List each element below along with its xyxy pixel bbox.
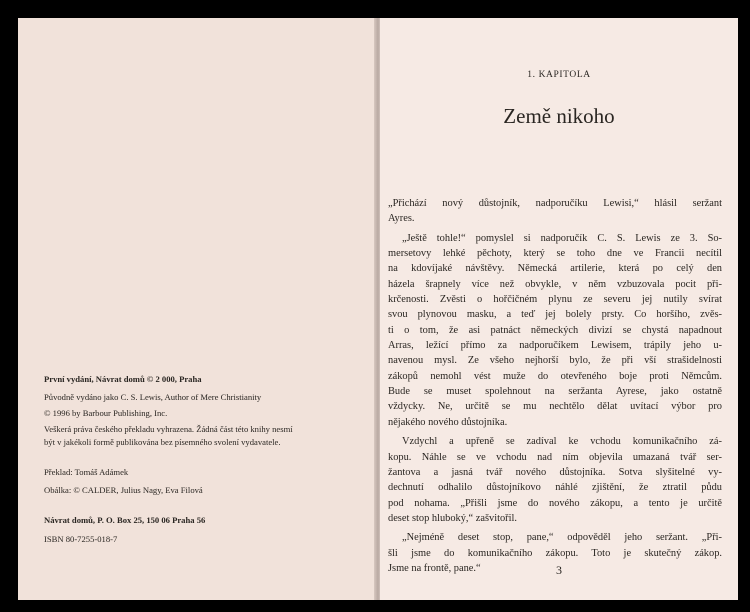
page-number: 3 — [556, 563, 562, 577]
body-paragraph — [388, 434, 722, 526]
body-paragraph — [388, 231, 722, 430]
imprint-line: Obálka: © CALDER, Julius Nagy, Eva Filová — [44, 485, 203, 495]
body-line: Arras, ležící přímo za nadporučíkem Lewisem, trápily jeho u- — [388, 340, 722, 352]
body-line: házela šrapnely více než obvykle, v něm vzbuzovala pocit při- — [388, 278, 722, 290]
body-line: Vzdychl a upřeně se zadíval ke vchodu komunikačního zá- — [402, 436, 722, 448]
chapter-body-text — [388, 196, 722, 580]
left-page — [18, 18, 377, 600]
imprint-line: Původně vydáno jako C. S. Lewis, Author of Mere Christianity — [44, 392, 262, 402]
body-line: krčenosti. Zvěsti o hořčičném plynu ze severu jej nutily svírat — [388, 294, 722, 306]
body-paragraph — [388, 196, 722, 227]
imprint-line: První vydání, Návrat domů © 2 000, Praha — [44, 374, 202, 384]
body-line: deset stop hluboký,“ zašvitořil. — [388, 512, 517, 524]
body-line: Bude se muset spolehnout na seržanta Ayrese, jako ostatně — [388, 386, 722, 398]
body-line: svou plynovou masku, a teď jej bolely prsty. Co horšího, zvěs- — [388, 309, 722, 321]
body-line: navenou mysl. Ze všeho nejhorší bylo, že při vší strašidelnosti — [388, 355, 722, 367]
body-line: žantova a jasná tvář nového důstojníka. Sotva slyšitelné vy- — [388, 466, 722, 478]
imprint-line: © 1996 by Barbour Publishing, Inc. — [44, 408, 168, 418]
body-line: mersetovy lehké pěchoty, který se toho dne ve Francii necítil — [388, 248, 722, 260]
body-line: Ayres. — [388, 213, 415, 225]
body-line: dechnutí odhalilo důstojníkovo náhlé zjištění, že ztratil půdu — [388, 482, 722, 494]
body-line: nějakého nového důstojníka. — [388, 416, 508, 428]
chapter-label: 1. KAPITOLA — [527, 70, 591, 80]
imprint-line: být v jakékoli formě publikována bez písemného svolení vydavatele. — [44, 437, 281, 447]
imprint-line: Návrat domů, P. O. Box 25, 150 06 Praha 56 — [44, 515, 206, 525]
imprint-line: ISBN 80-7255-018-7 — [44, 534, 118, 544]
imprint-line: Veškerá práva českého překladu vyhrazena. Žádná část této knihy nesmí — [44, 424, 293, 434]
body-line: ti o tom, že asi patnáct německých divizí se chystá napadnout — [388, 324, 722, 336]
body-line: šli jsme do komunikačního zákopu. Toto je skutečný zákop. — [388, 547, 722, 559]
body-line: na kdovíjaké návštěvy. Německá artilerie, která po celý den — [388, 263, 722, 275]
body-line: zákopů nemohl vést muže do otevřeného boje proti Němcům. — [388, 370, 722, 382]
body-line: „Přichází nový důstojník, nadporučíku Lewisi,“ hlásil seržant — [388, 198, 722, 209]
imprint-line: Překlad: Tomáš Adámek — [44, 467, 129, 477]
body-line: kopu. Náhle se ve vchodu nad ním objevila umazaná tvář ser- — [388, 451, 722, 463]
body-line: vždycky. Ne, určitě se mu nechtělo dělat uvítací výbor pro — [388, 401, 722, 413]
body-line: pod nohama. „Přišli jsme do nového zákopu, a tento je určitě — [388, 497, 722, 509]
body-line: „Nejméně deset stop, pane,“ odpověděl jeho seržant. „Při- — [402, 532, 722, 544]
body-line: Jsme na frontě, pane.“ — [388, 562, 481, 574]
chapter-title: Země nikoho — [503, 104, 615, 128]
body-paragraph — [388, 530, 722, 576]
body-line: „Ještě tohle!“ pomyslel si nadporučík C. S. Lewis ze 3. So- — [402, 232, 722, 244]
